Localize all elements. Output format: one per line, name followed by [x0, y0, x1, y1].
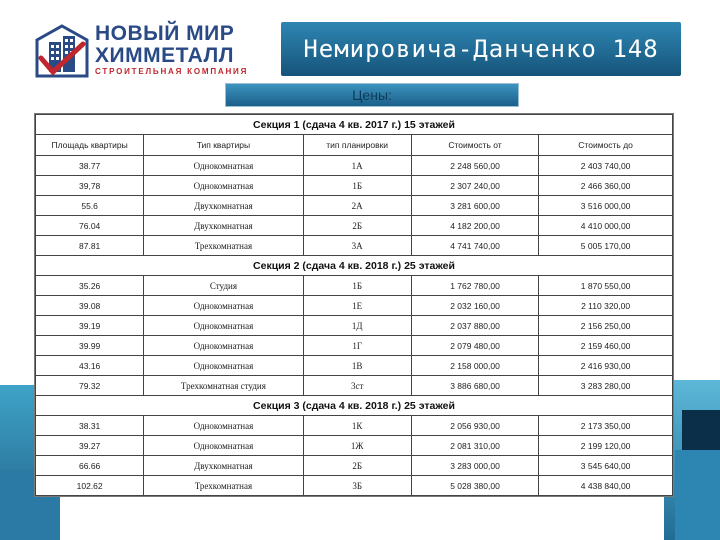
cell-type: Однокомнатная — [144, 416, 303, 436]
table-row — [36, 336, 673, 356]
cell-price-to: 2 466 360,00 — [539, 176, 673, 196]
cell-area: 39.19 — [36, 316, 144, 336]
cell-plan: 2Б — [303, 216, 411, 236]
table-row — [36, 156, 673, 176]
cell-type: Двухкомнатная — [144, 216, 303, 236]
cell-price-from: 3 886 680,00 — [411, 376, 538, 396]
cell-area: 87.81 — [36, 236, 144, 256]
cell-plan: 3А — [303, 236, 411, 256]
table-row — [36, 436, 673, 456]
cell-price-from: 2 248 560,00 — [411, 156, 538, 176]
table-row — [36, 356, 673, 376]
cell-area: 66.66 — [36, 456, 144, 476]
column-header-price-from: Стоимость от — [411, 135, 538, 156]
cell-price-to: 2 159 460,00 — [539, 336, 673, 356]
price-table — [35, 114, 673, 496]
cell-plan: 1Б — [303, 276, 411, 296]
cell-area: 55.6 — [36, 196, 144, 216]
cell-area: 38.77 — [36, 156, 144, 176]
cell-price-to: 2 110 320,00 — [539, 296, 673, 316]
cell-type: Однокомнатная — [144, 336, 303, 356]
cell-type: Однокомнатная — [144, 436, 303, 456]
cell-area: 35.26 — [36, 276, 144, 296]
cell-type: Двухкомнатная — [144, 196, 303, 216]
section-title: Секция 1 (сдача 4 кв. 2017 г.) 15 этажей — [36, 115, 673, 135]
section-title: Секция 2 (сдача 4 кв. 2018 г.) 25 этажей — [36, 256, 673, 276]
section-title: Секция 3 (сдача 4 кв. 2018 г.) 25 этажей — [36, 396, 673, 416]
building-emblem-icon — [35, 24, 89, 78]
cell-price-from: 4 182 200,00 — [411, 216, 538, 236]
logo-title-line1: НОВЫЙ МИР — [95, 22, 235, 45]
cell-type: Однокомнатная — [144, 176, 303, 196]
cell-price-from: 2 056 930,00 — [411, 416, 538, 436]
cell-price-from: 3 281 600,00 — [411, 196, 538, 216]
cell-type: Трехкомнатная — [144, 236, 303, 256]
prices-label: Цены: — [352, 87, 392, 103]
cell-plan: 1В — [303, 356, 411, 376]
cell-price-to: 2 416 930,00 — [539, 356, 673, 376]
cell-plan: 1К — [303, 416, 411, 436]
cell-type: Трехкомнатная студия — [144, 376, 303, 396]
column-header-plan: тип планировки — [303, 135, 411, 156]
table-row — [36, 196, 673, 216]
cell-price-from: 5 028 380,00 — [411, 476, 538, 496]
cell-price-to: 2 403 740,00 — [539, 156, 673, 176]
cell-price-to: 3 283 280,00 — [539, 376, 673, 396]
table-row — [36, 276, 673, 296]
cell-plan: 2Б — [303, 456, 411, 476]
table-row — [36, 376, 673, 396]
cell-area: 39.27 — [36, 436, 144, 456]
cell-price-to: 2 199 120,00 — [539, 436, 673, 456]
cell-price-to: 1 870 550,00 — [539, 276, 673, 296]
cell-price-to: 5 005 170,00 — [539, 236, 673, 256]
cell-plan: 2А — [303, 196, 411, 216]
table-row — [36, 296, 673, 316]
cell-plan: 1Г — [303, 336, 411, 356]
background-block-right-dark — [682, 410, 720, 450]
table-header-row — [36, 135, 673, 156]
table-row — [36, 176, 673, 196]
cell-price-from: 2 081 310,00 — [411, 436, 538, 456]
address-title: Немировича-Данченко 148 — [303, 35, 659, 63]
cell-area: 39,78 — [36, 176, 144, 196]
logo-title-line2: ХИММЕТАЛЛ — [95, 44, 234, 67]
section-header-row — [36, 256, 673, 276]
cell-price-to: 4 410 000,00 — [539, 216, 673, 236]
cell-price-from: 2 307 240,00 — [411, 176, 538, 196]
cell-type: Однокомнатная — [144, 356, 303, 376]
cell-plan: 3ст — [303, 376, 411, 396]
cell-price-from: 2 032 160,00 — [411, 296, 538, 316]
cell-type: Однокомнатная — [144, 296, 303, 316]
section-header-row — [36, 115, 673, 135]
cell-area: 102.62 — [36, 476, 144, 496]
table-row — [36, 216, 673, 236]
cell-price-to: 3 516 000,00 — [539, 196, 673, 216]
table-row — [36, 456, 673, 476]
cell-type: Однокомнатная — [144, 156, 303, 176]
cell-plan: 1Ж — [303, 436, 411, 456]
cell-plan: 3Б — [303, 476, 411, 496]
cell-area: 79.32 — [36, 376, 144, 396]
cell-plan: 1Д — [303, 316, 411, 336]
cell-plan: 1Б — [303, 176, 411, 196]
logo-subtitle: СТРОИТЕЛЬНАЯ КОМПАНИЯ — [95, 67, 249, 76]
column-header-type: Тип квартиры — [144, 135, 303, 156]
cell-price-from: 4 741 740,00 — [411, 236, 538, 256]
table-row — [36, 316, 673, 336]
cell-area: 76.04 — [36, 216, 144, 236]
cell-price-to: 2 173 350,00 — [539, 416, 673, 436]
cell-type: Трехкомнатная — [144, 476, 303, 496]
table-row — [36, 236, 673, 256]
company-logo — [35, 22, 267, 82]
table-row — [36, 416, 673, 436]
background-block-right — [675, 450, 720, 540]
table-row — [36, 476, 673, 496]
cell-price-from: 2 079 480,00 — [411, 336, 538, 356]
cell-area: 38.31 — [36, 416, 144, 436]
cell-plan: 1Е — [303, 296, 411, 316]
price-table-container — [34, 113, 674, 497]
cell-price-to: 3 545 640,00 — [539, 456, 673, 476]
cell-price-from: 2 158 000,00 — [411, 356, 538, 376]
section-header-row — [36, 396, 673, 416]
address-banner — [281, 22, 681, 76]
cell-area: 39.08 — [36, 296, 144, 316]
cell-price-from: 1 762 780,00 — [411, 276, 538, 296]
cell-type: Студия — [144, 276, 303, 296]
cell-price-to: 4 438 840,00 — [539, 476, 673, 496]
cell-type: Однокомнатная — [144, 316, 303, 336]
column-header-price-to: Стоимость до — [539, 135, 673, 156]
cell-plan: 1А — [303, 156, 411, 176]
cell-price-from: 2 037 880,00 — [411, 316, 538, 336]
prices-label-bar — [225, 83, 519, 107]
cell-area: 43.16 — [36, 356, 144, 376]
cell-price-to: 2 156 250,00 — [539, 316, 673, 336]
cell-type: Двухкомнатная — [144, 456, 303, 476]
cell-price-from: 3 283 000,00 — [411, 456, 538, 476]
column-header-area: Площадь квартиры — [36, 135, 144, 156]
cell-area: 39.99 — [36, 336, 144, 356]
